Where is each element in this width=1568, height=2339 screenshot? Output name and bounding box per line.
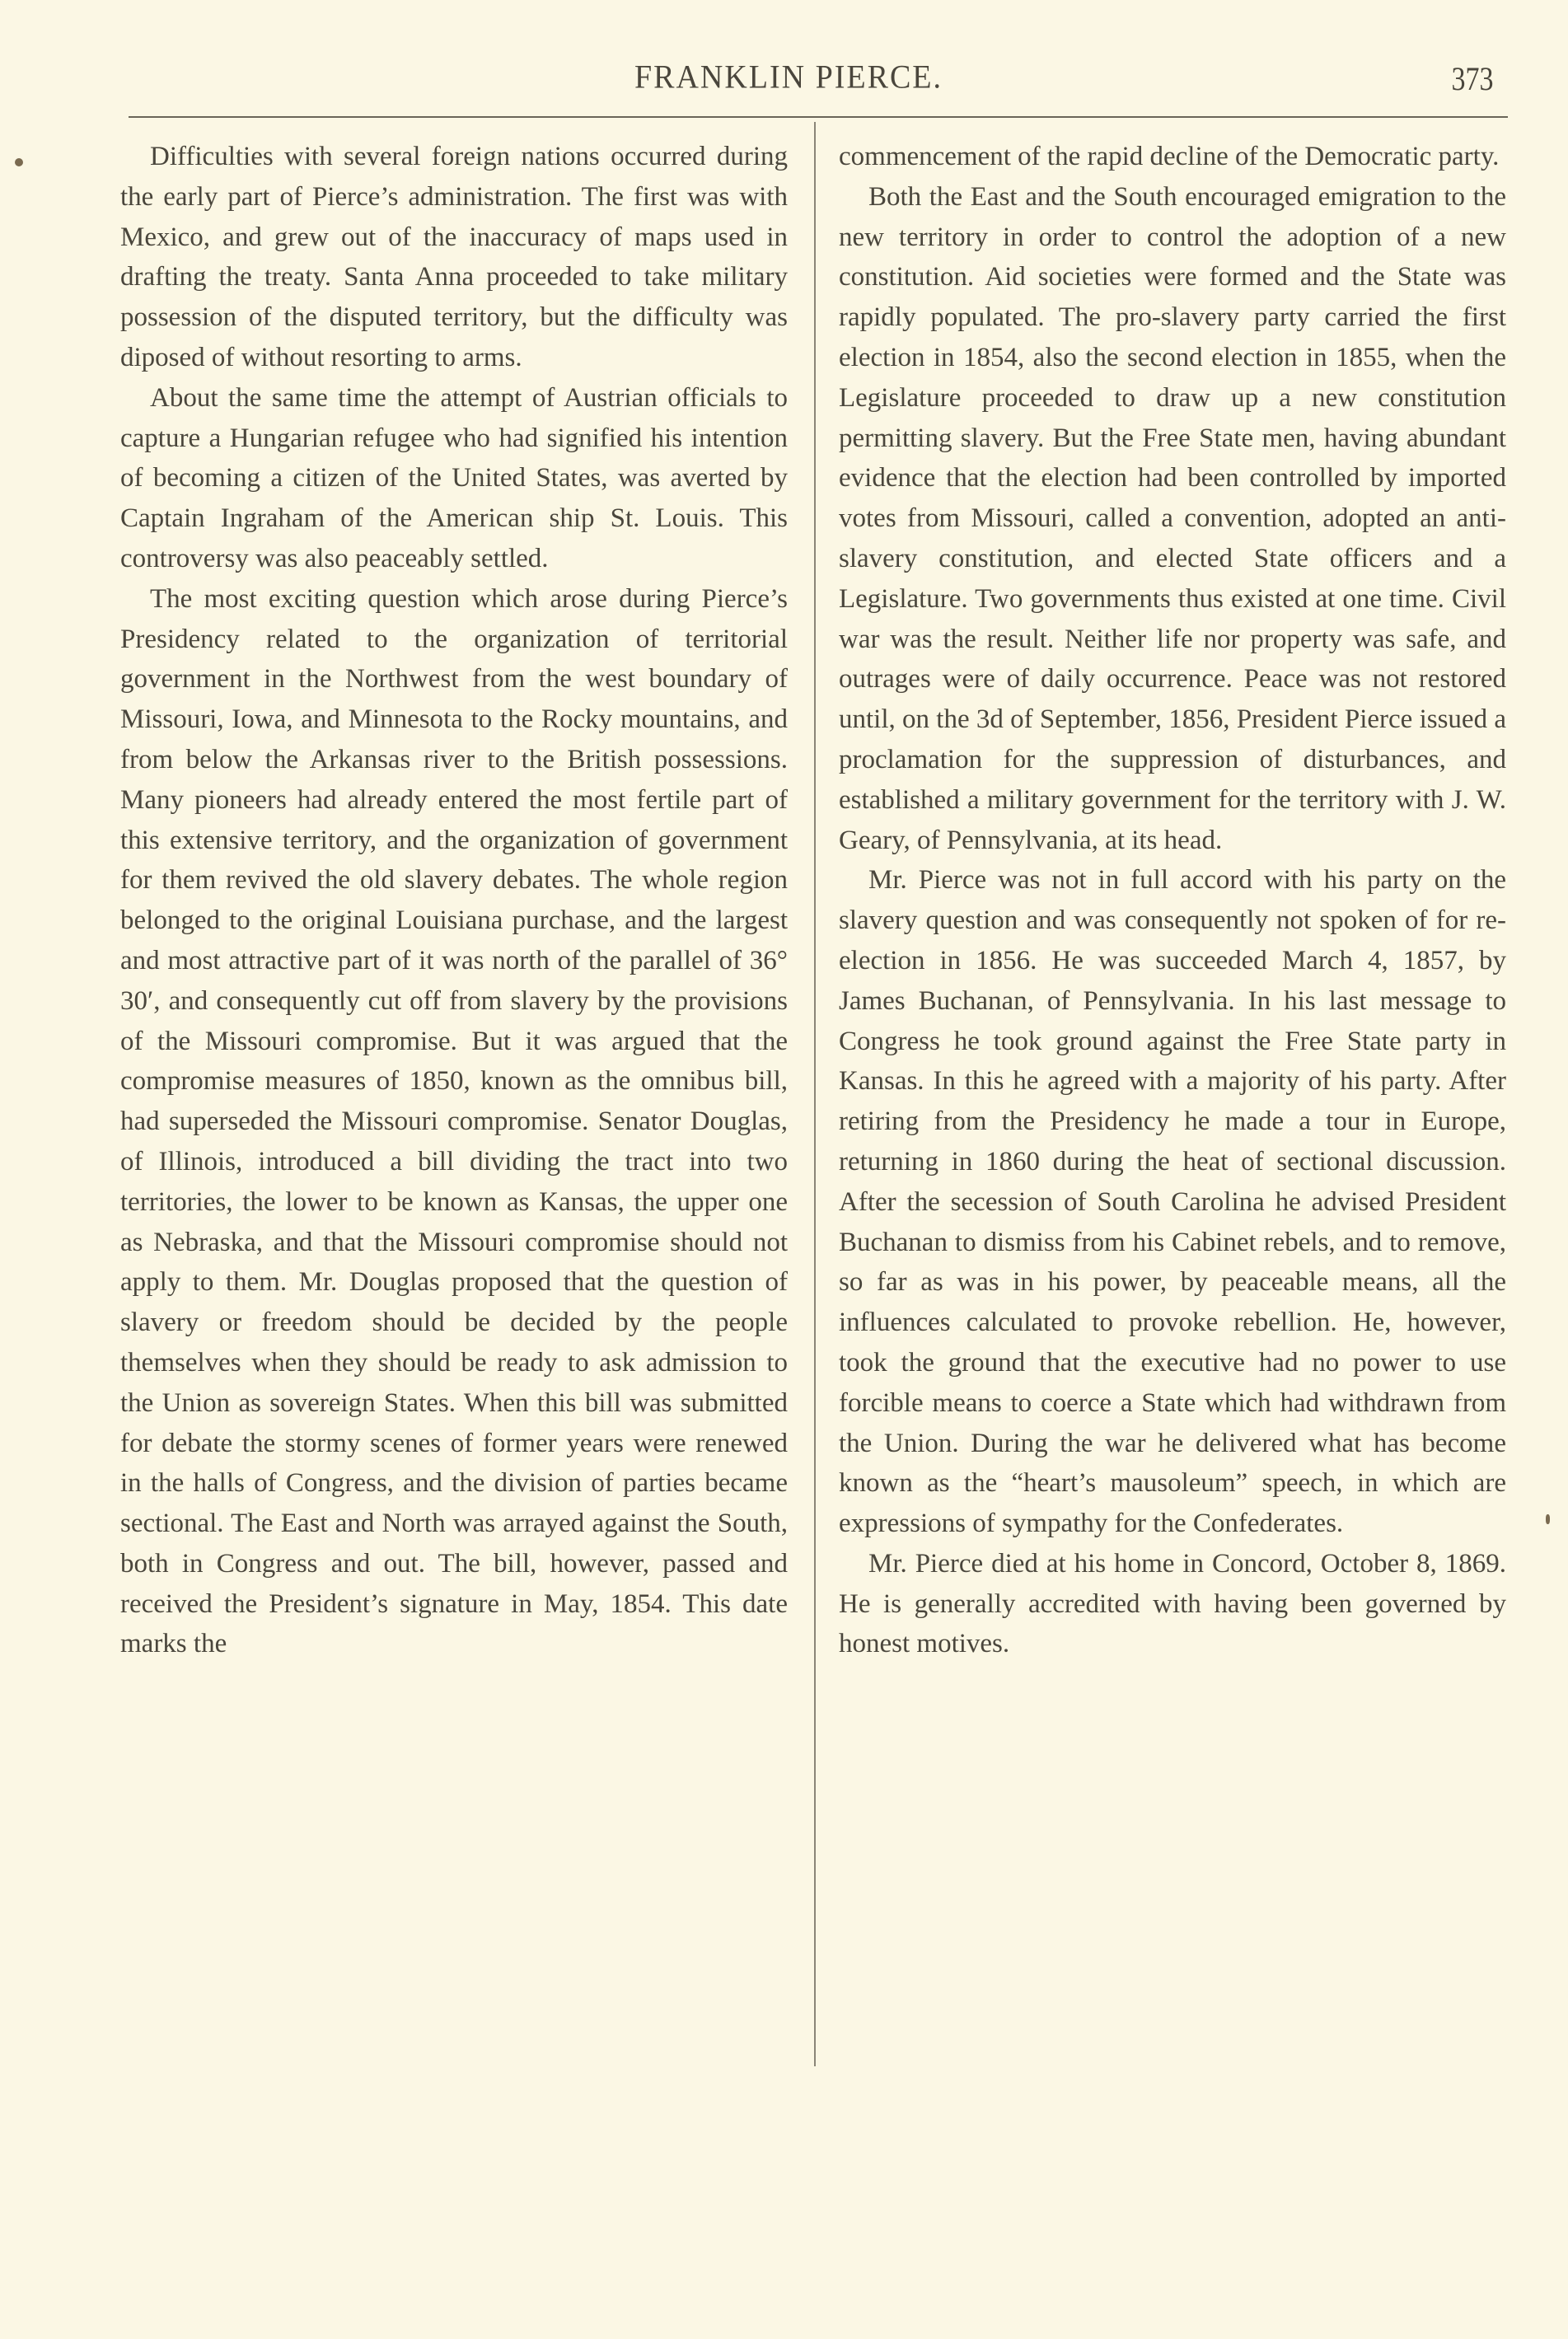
page-number: 373: [1451, 60, 1494, 97]
right-column: [839, 137, 1506, 1664]
running-head: [0, 49, 1568, 115]
paragraph-hungarian-refugee: About the same time the attempt of Austrian officials to capture a Hungarian refugee who had signified his intention of becoming a citizen of the United States, was averted by Captain Ingraham of the American ship St. Louis. This controversy was also peaceably settled.: [120, 382, 788, 573]
running-title: FRANKLIN PIERCE.: [634, 58, 943, 96]
paragraph-foreign-difficulties: Difficulties with several foreign nations occurred during the early part of Pierce’s administration. The first was with Mexico, and grew out of the inaccuracy of maps used in drafting the treaty. Santa Anna proceeded to take military possession of the disputed territory, but the difficulty was diposed of without resorting to arms.: [120, 142, 788, 372]
paper-speck: [1546, 1514, 1550, 1524]
left-column: [120, 137, 788, 1664]
paragraph-later-career: Mr. Pierce was not in full accord with his party on the slavery question and was consequently not spoken of for re-election in 1856. He was succeeded March 4, 1857, by James Buchanan, of Pennsylvania. In his last message to Congress he took ground against the Free State party in Kansas. In this he agreed with a majority of his party. After retiring from the Presidency he made a tour in Europe, returning in 1860 during the heat of sectional discussion. After the secession of South Carolina he advised President Buchanan to dismiss from his Cabinet rebels, and to remove, so far as was in his power, by peaceable means, all the influences calculated to provoke rebellion. He, however, took the ground that the executive had no power to use forcible means to coerce a State which had withdrawn from the Union. During the war he delivered what has become known as the “heart’s mausoleum” speech, in which are expressions of sympathy for the Confederates.: [839, 865, 1506, 1539]
paper-speck: [15, 158, 23, 166]
paragraph-death: Mr. Pierce died at his home in Concord, October 8, 1869. He is generally accredited with having been governed by honest motives.: [839, 1548, 1506, 1659]
paragraph-continuation: commencement of the rapid decline of the Democratic party.: [839, 142, 1500, 171]
column-divider: [814, 122, 816, 2066]
paragraph-emigration: Both the East and the South encouraged emigration to the new territory in order to control the adoption of a new constitution. Aid societies were formed and the State was rapidly populated. The pro-slavery party carried the first election in 1854, also the second election in 1855, when the Legislature proceeded to draw up a new constitution permitting slavery. But the Free State men, having abundant evidence that the election had been controlled by imported votes from Missouri, called a convention, adopted an anti-slavery constitution, and elected State officers and a Legislature. Two governments thus existed at one time. Civil war was the result. Neither life nor property was safe, and outrages were of daily occurrence. Peace was not restored until, on the 3d of September, 1856, President Pierce issued a proclamation for the suppression of disturbances, and established a military government for the territory with J. W. Geary, of Pennsylvania, at its head.: [839, 181, 1506, 855]
header-rule: [129, 116, 1508, 118]
paragraph-kansas-nebraska: The most exciting question which arose during Pierce’s Presidency related to the organization of territorial government in the Northwest from the west boundary of Missouri, Iowa, and Minnesota to the Rocky mountains, and from below the Arkansas river to the British possessions. Many pioneers had already entered the most fertile part of this extensive territory, and the organization of government for them revived the old slavery debates. The whole region belonged to the original Louisiana purchase, and the largest and most attractive part of it was north of the parallel of 36° 30′, and consequently cut off from slavery by the provisions of the Missouri compromise. But it was argued that the compromise measures of 1850, known as the omnibus bill, had superseded the Missouri compromise. Senator Douglas, of Illinois, introduced a bill dividing the tract into two territories, the lower to be known as Kansas, the upper one as Nebraska, and that the Missouri compromise should not apply to them. Mr. Douglas proposed that the question of slavery or freedom should be decided by the people themselves when they should be ready to ask admission to the Union as sovereign States. When this bill was submitted for debate the stormy scenes of former years were renewed in the halls of Congress, and the division of parties became sectional. The East and North was arrayed against the South, both in Congress and out. The bill, however, passed and received the President’s signature in May, 1854. This date marks the: [120, 583, 788, 1659]
